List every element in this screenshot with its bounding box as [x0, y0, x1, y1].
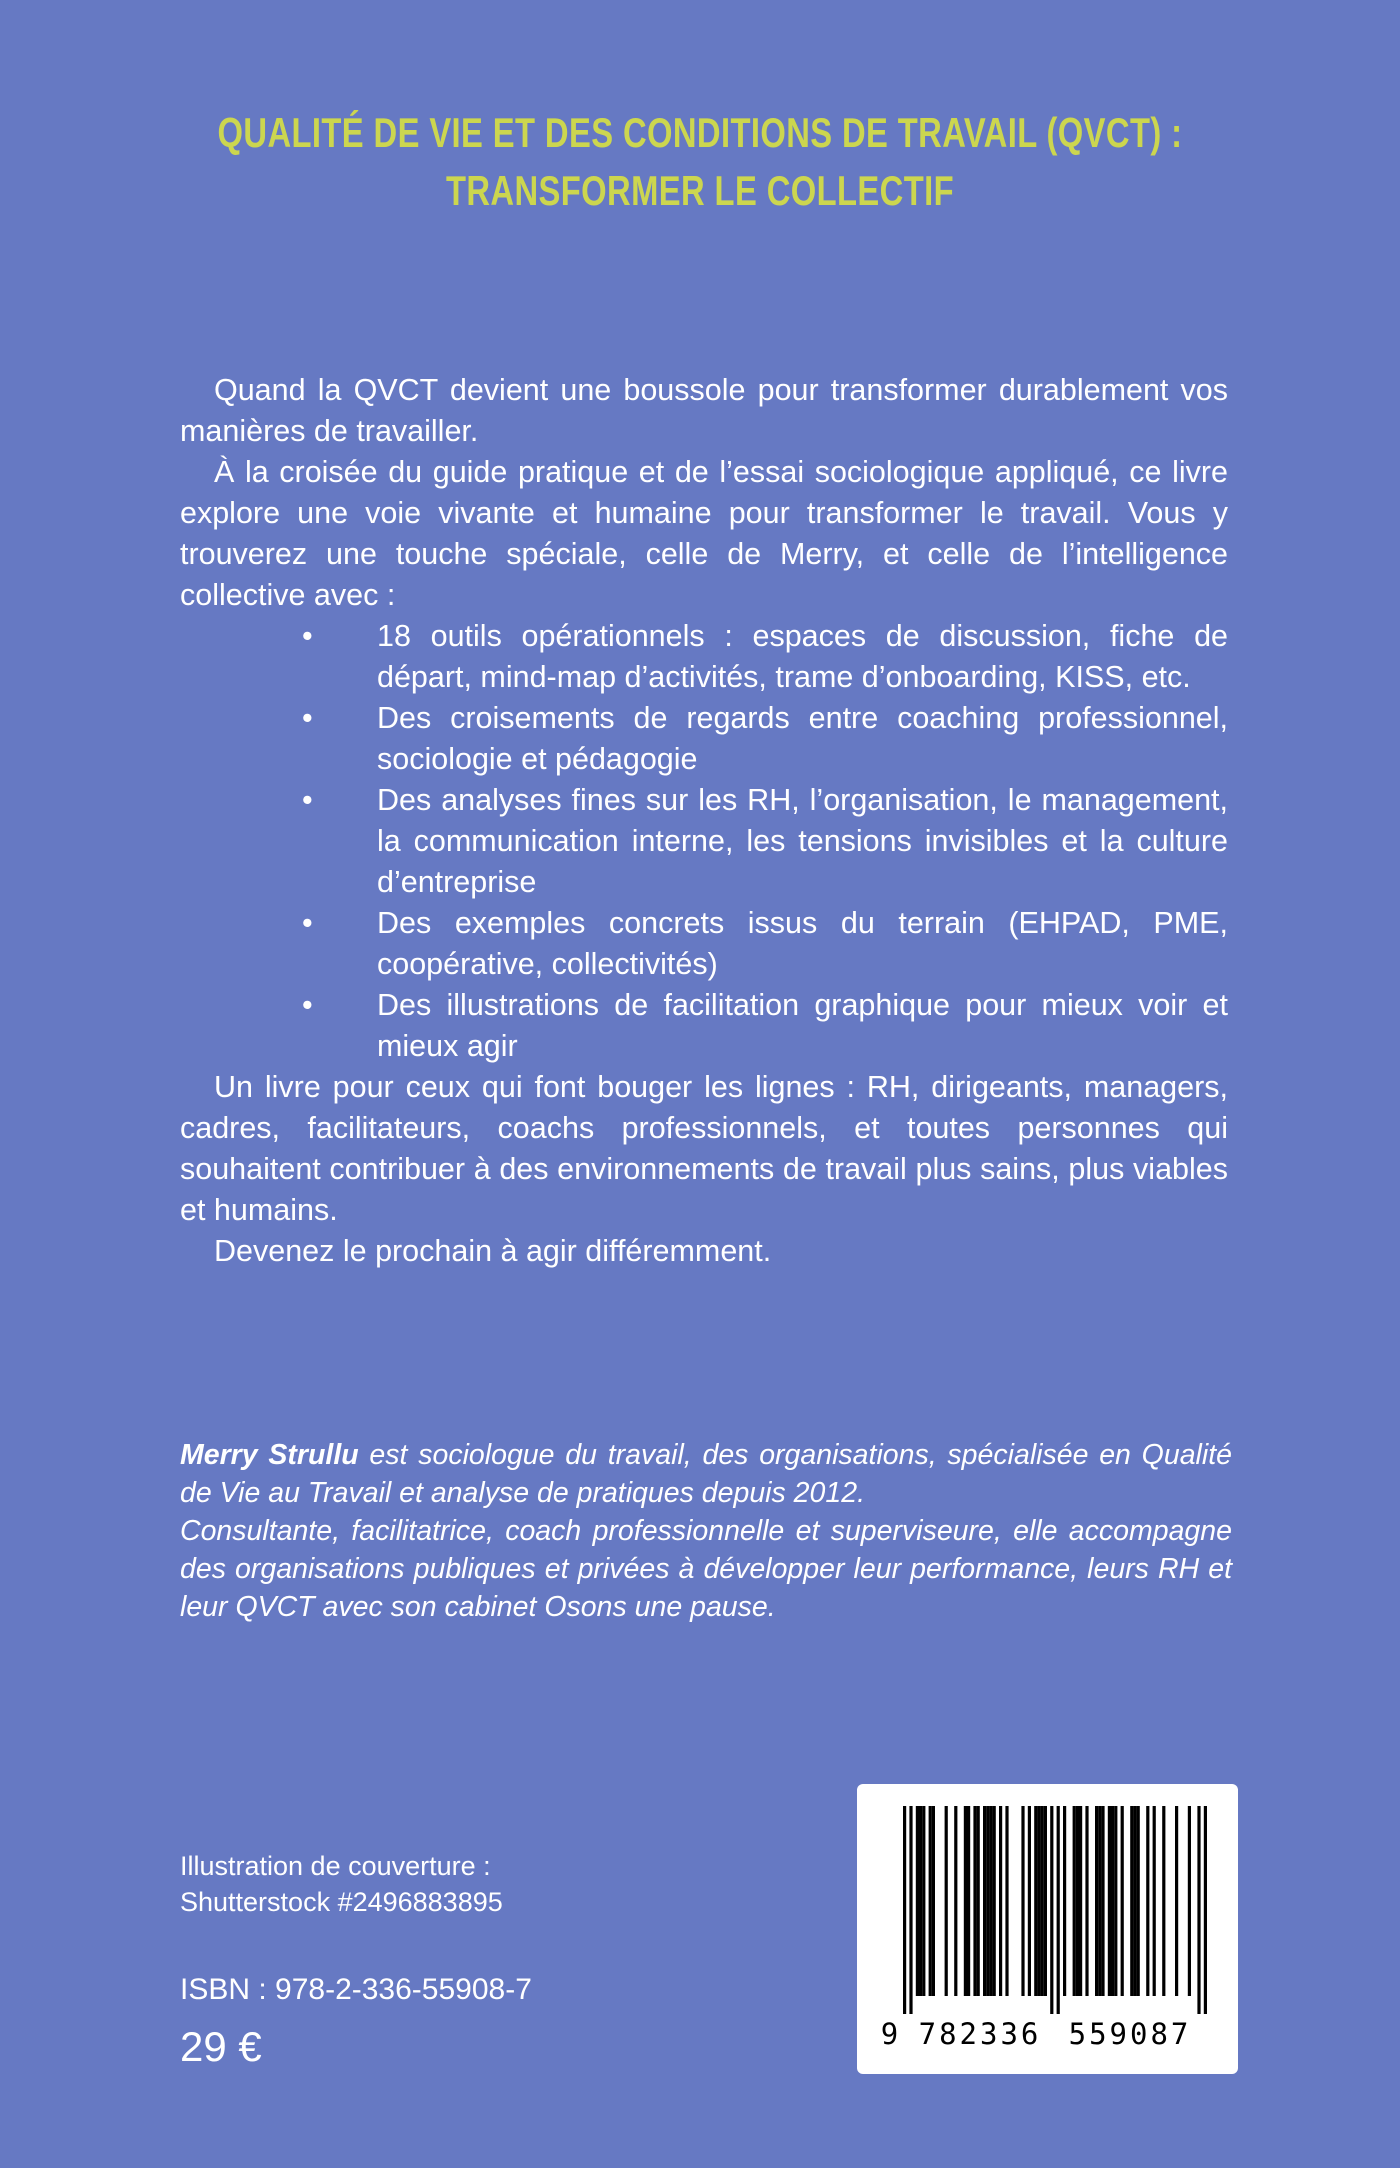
- bio-paragraph-1-text: est sociologue du travail, des organisations, spécialisée en Qualité de Vie au Travail et analyse de pratiques depuis 2012.: [180, 1439, 1232, 1509]
- title-line-1: QUALITÉ DE VIE ET DES CONDITIONS DE TRAVAIL (QVCT) :: [217, 109, 1183, 156]
- isbn-text: ISBN : 978-2-336-55908-7: [180, 1973, 532, 2006]
- barcode-digit-system: 9: [880, 2017, 902, 2051]
- blurb-paragraph-4: Devenez le prochain à agir différemment.: [214, 1234, 772, 1268]
- bullet-text: Des illustrations de facilitation graphique pour mieux voir et mieux agir: [377, 988, 1228, 1063]
- author-bio: [180, 1436, 1232, 1626]
- bullet-list: [180, 616, 1228, 1067]
- bullet-item: [180, 780, 1228, 903]
- price-text: 29 €: [180, 2023, 262, 2070]
- bullet-icon: •: [302, 619, 313, 653]
- illustration-credit-label: Illustration de couverture :: [180, 1851, 491, 1881]
- barcode-digits-left: 782336: [918, 2017, 1042, 2051]
- bullet-icon: •: [302, 701, 313, 735]
- blurb-paragraph-1: Quand la QVCT devient une boussole pour transformer durablement vos manières de travailler.: [180, 373, 1228, 448]
- footer-credits: [180, 1848, 532, 2072]
- illustration-credit-value: Shutterstock #2496883895: [180, 1887, 503, 1917]
- bio-paragraph-2: Consultante, facilitatrice, coach professionnelle et superviseure, elle accompagne des organisations publiques et privées à développer leur performance, leurs RH et leur QVCT avec son cabinet Osons une pause.: [180, 1515, 1232, 1623]
- bullet-icon: •: [302, 988, 313, 1022]
- back-cover-blurb: [180, 370, 1228, 1272]
- page-title: [154, 104, 1246, 220]
- author-name: Merry Strullu: [180, 1439, 359, 1471]
- barcode-digits-right: 559087: [1068, 2017, 1192, 2051]
- bullet-icon: •: [302, 906, 313, 940]
- bullet-item: [180, 985, 1228, 1067]
- bio-paragraph-1: [180, 1436, 1232, 1512]
- bullet-item: [180, 903, 1228, 985]
- barcode: [857, 1784, 1238, 2074]
- blurb-paragraph-3: Un livre pour ceux qui font bouger les lignes : RH, dirigeants, managers, cadres, facilitateurs, coachs professionnels, et toutes personnes qui souhaitent contribuer à des environnements de travail plus sains, plus viables et humains.: [180, 1070, 1228, 1227]
- title-line-2: TRANSFORMER LE COLLECTIF: [445, 167, 954, 214]
- bullet-item: [180, 616, 1228, 698]
- bullet-icon: •: [302, 783, 313, 817]
- bullet-text: Des exemples concrets issus du terrain (EHPAD, PME, coopérative, collectivités): [377, 906, 1228, 981]
- bullet-text: Des analyses fines sur les RH, l’organisation, le management, la communication interne, les tensions invisibles et la culture d’entreprise: [377, 783, 1228, 899]
- bullet-text: Des croisements de regards entre coaching professionnel, sociologie et pédagogie: [377, 701, 1228, 776]
- barcode-bars: [877, 1806, 1219, 2052]
- bullet-text: 18 outils opérationnels : espaces de discussion, fiche de départ, mind-map d’activités, trame d’onboarding, KISS, etc.: [377, 619, 1228, 694]
- bullet-item: [180, 698, 1228, 780]
- blurb-paragraph-2: À la croisée du guide pratique et de l’essai sociologique appliqué, ce livre explore une voie vivante et humaine pour transformer le travail. Vous y trouverez une touche spéciale, celle de Merry, et celle de l’intelligence collective avec :: [180, 455, 1228, 612]
